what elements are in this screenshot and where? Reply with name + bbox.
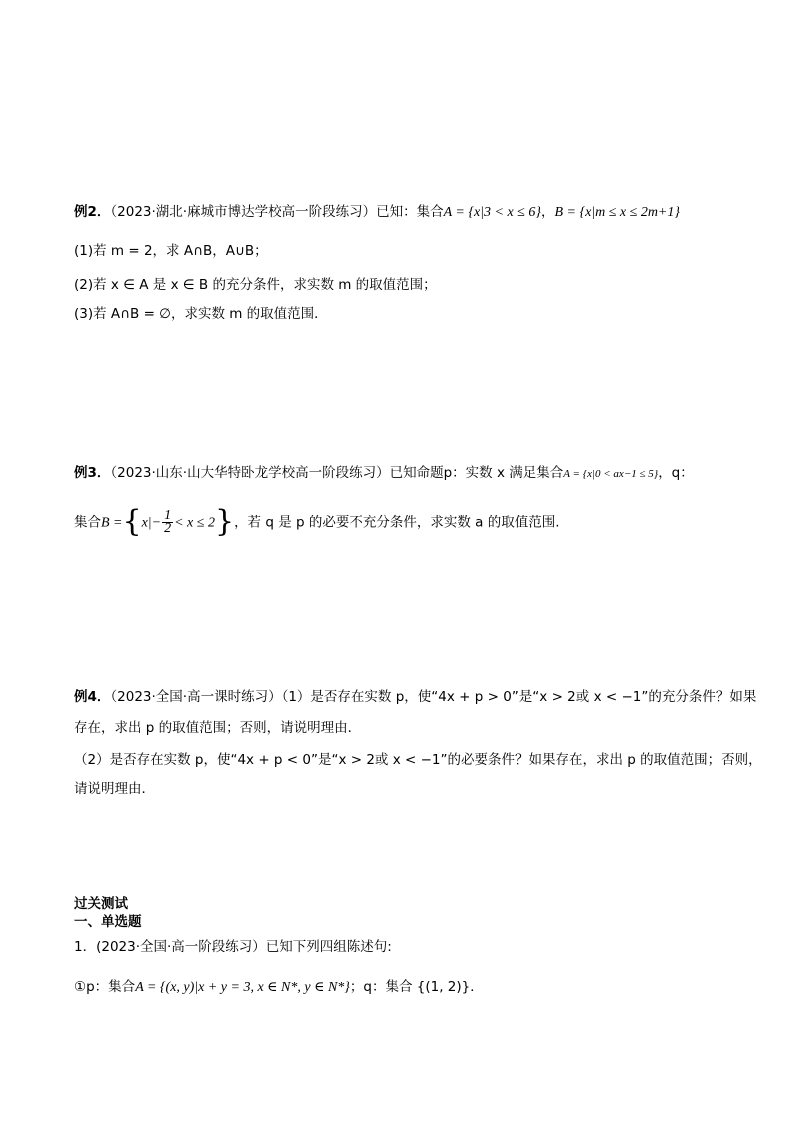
example-2-set-a: A = {x|3 < x ≤ 6} [443,205,541,220]
one-half-fraction [162,510,173,535]
test-heading: 过关测试 [74,896,128,912]
example-3-set-b-var: B = [101,515,123,531]
example-3-set-b-ineq: < x ≤ 2 [174,515,215,531]
example-3-q-prefix: ，q： [658,465,694,481]
example-2-source: （2023·湖北·麻城市博达学校高一阶段练习）已知：集合 [110,204,444,220]
item-1-q: ；q：集合 {(1, 2)}． [349,979,484,995]
example-4-line-4: 请说明理由． [74,781,155,797]
example-4-label: 例4． [74,689,111,705]
example-3-set-a: A = {x|0 < ax−1 ≤ 5} [563,468,659,480]
example-3-set-b-line [74,503,560,539]
example-3-header [74,463,694,484]
item-1-set-a: A = {(x, y)|x + y = 3, x ∈ N*, y ∈ N*} [135,980,350,995]
fraction-numerator: 1 [164,508,172,523]
test-item-1 [74,977,484,998]
section-heading: 一、单选题 [74,914,142,930]
example-2-question-2: (2)若 x ∈ A 是 x ∈ B 的充分条件，求实数 m 的取值范围； [74,277,437,293]
example-2-set-b: B = {x|m ≤ x ≤ 2m+1} [554,205,680,220]
example-4-line-1-text: （2023·全国·高一课时练习）（1）是否存在实数 p，使“4x + p > 0”是“x > 2或 x < −1”的充分条件？如果 [110,689,757,705]
right-brace-icon: } [214,503,235,539]
example-3-source: （2023·山东·山大华特卧龙学校高一阶段练习）已知命题 [110,465,444,481]
example-3-tail: ，若 q 是 p 的必要不充分条件，求实数 a 的取值范围. [234,514,560,531]
example-4-line-1 [74,687,756,707]
example-3-p-text: p：实数 x 满足集合 [443,465,564,481]
example-4-line-3: （2）是否存在实数 p，使“4x + p < 0”是“x > 2或 x < −1”的必要条件？如果存在，求出 p 的取值范围；否则， [74,752,762,768]
example-2-separator: ， [540,204,555,220]
example-3-set-b-elem: x|− [141,515,162,531]
fraction-denominator: 2 [164,521,172,536]
example-2-question-3: (3)若 A∩B = ∅，求实数 m 的取值范围． [74,306,328,322]
test-question-1: 1．(2023·全国·高一阶段练习）已知下列四组陈述句: [74,939,392,955]
example-4-line-2: 存在，求出 p 的取值范围；否则，请说明理由． [74,720,362,736]
example-2-header [74,202,680,223]
example-3-set-b-prefix: 集合 [74,514,101,531]
example-2-label: 例2． [74,204,111,220]
example-3-label: 例3． [74,465,111,481]
item-1-label: ① [74,979,87,995]
example-2-question-1: (1)若 m = 2，求 A∩B，A∪B； [74,243,268,259]
left-brace-icon: { [122,503,142,539]
item-1-p: p：集合 [86,979,136,995]
